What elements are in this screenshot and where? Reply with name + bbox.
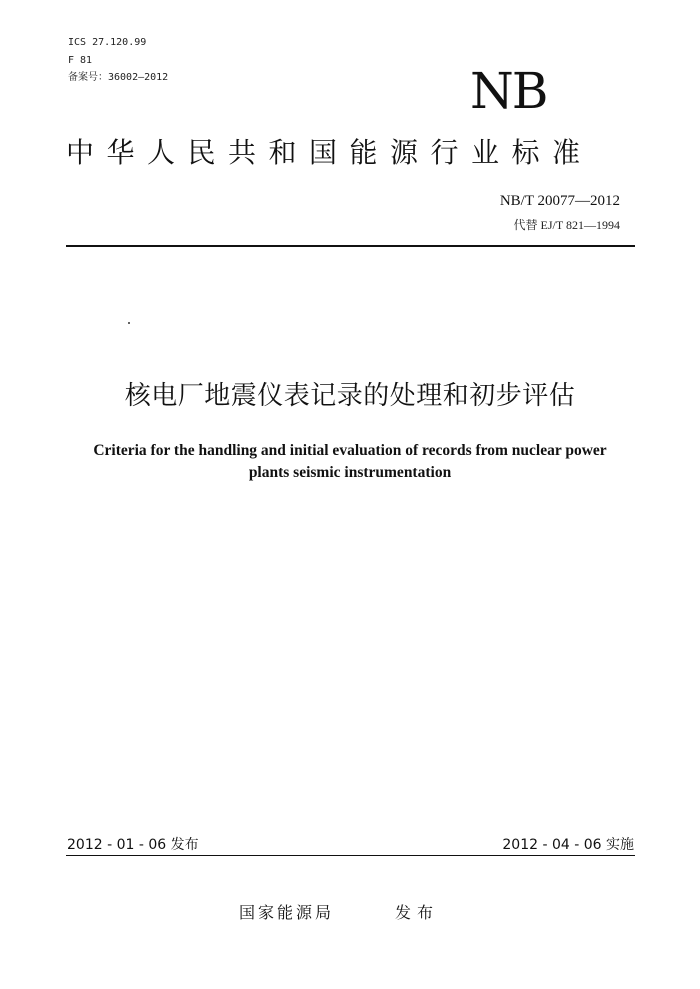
ics-code: ICS 27.120.99 [68,37,147,48]
nb-logo: NB [470,62,547,120]
title-en-line-2: plants seismic instrumentation [248,464,452,481]
standard-category-title: 中华人民共和国能源行业标准 [66,136,593,169]
issue-date: 2012 - 01 - 06 发布 [67,837,199,853]
document-title-en [40,440,660,484]
standard-code: NB/T 20077—2012 [499,193,620,209]
speck-mark [128,322,130,324]
publisher-name: 国家能源局 [239,903,335,922]
bottom-divider [66,855,635,856]
document-title-cn: 核电厂地震仪表记录的处理和初步评估 [124,381,576,411]
top-divider [66,245,635,247]
title-en-line-1: Criteria for the handling and initial evaluation of records from nuclear power [93,442,607,459]
replaces-standard: 代替 EJ/T 821—1994 [513,218,620,232]
implementation-date: 2012 - 04 - 06 实施 [502,837,634,853]
filing-number: 备案号：36002—2012 [68,72,169,83]
publish-label: 发布 [395,903,440,922]
classification-code: F 81 [68,55,93,66]
